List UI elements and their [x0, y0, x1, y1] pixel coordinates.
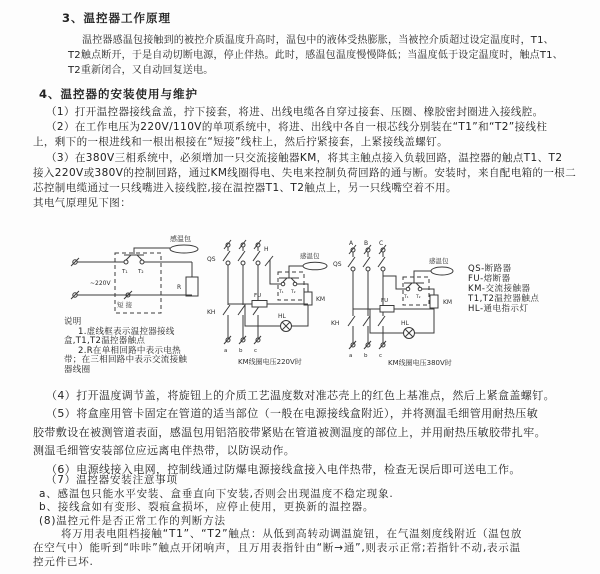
phase-B-label: B	[364, 240, 369, 247]
fu-label: FU	[254, 293, 262, 299]
phase-columns	[223, 240, 261, 344]
section3-heading: 3、温控器工作原理	[62, 11, 172, 25]
contact-t1	[124, 260, 128, 264]
contact-blade	[408, 283, 412, 287]
hl-label: HL	[278, 313, 286, 320]
text-line: 控元件已坏.	[33, 555, 94, 568]
km-coil	[304, 292, 312, 305]
bulb-label: 感温包	[300, 252, 320, 260]
qs-label: QS	[333, 261, 342, 268]
phase-b-label: b	[364, 353, 368, 359]
legend-line: KM-交流接触器	[468, 284, 531, 294]
text-line: 在空气中）能听到“咔咔”触点开闭响声，且万用表指针由“断→通”,则表示正常;若指针不动,表示温	[33, 541, 521, 554]
figure-legend	[468, 264, 539, 314]
text-line: 将万用表电阻档接触“T1”、“T2”触点：从低到高转动调温旋钮，在气温刻度线附近（温包放	[61, 528, 523, 541]
km-label: KM	[316, 296, 326, 303]
t2-label: T₂	[138, 269, 144, 275]
km-label: KM	[443, 299, 453, 306]
diagram-caption: KM线圈电压380V时	[388, 359, 452, 367]
kh-label: KH	[207, 309, 216, 316]
km-coil	[430, 295, 438, 308]
h-blade	[265, 256, 273, 266]
sensor-bulb	[170, 245, 198, 253]
qs-label: QS	[207, 256, 216, 263]
t1-label: T₁	[279, 290, 284, 295]
t2-label: T₂	[291, 290, 296, 295]
sensor-bulb	[431, 267, 453, 275]
note-line: 器线圈	[64, 364, 91, 375]
fuse	[380, 306, 394, 313]
phase-a-label: a	[349, 353, 353, 359]
h-label: H	[264, 246, 269, 253]
phase-A-label: A	[349, 240, 354, 247]
text-line: 温控器感温包接触到的被控介质温度升高时，温包中的液体受热膨胀，当被控介质超过设定温度时，T1、	[82, 35, 554, 46]
fu-label: FU	[381, 298, 389, 304]
legend-line: T1,T2温控器触点	[468, 294, 540, 304]
t1-label: T₁	[122, 269, 128, 275]
contact-blade	[137, 255, 142, 260]
section3-paragraph	[68, 33, 563, 78]
heater-resistor	[186, 277, 198, 296]
contact-blade	[283, 278, 287, 282]
wire	[370, 309, 403, 333]
phase-c-label: c	[379, 353, 383, 359]
contact-t2	[293, 282, 297, 286]
section4-items-7-8	[33, 474, 522, 569]
section4-items-1-3	[33, 105, 576, 211]
bulb-label: 感温包	[429, 257, 449, 265]
contact-t2	[418, 287, 422, 291]
text-line: (8)温控元件是否正常工作的判断方法	[39, 514, 226, 527]
text-line: 上，剩下的一根进线和一根出根接在“短接”线柱上，然后拧紧接套，上紧接线盖螺钉。	[33, 136, 448, 149]
contact-t2	[140, 260, 144, 264]
wire	[292, 305, 309, 326]
fuse	[252, 301, 267, 308]
note-line: 盒,T1,T2温控器触点	[64, 336, 146, 347]
text-line: T2触点断开，于是自动切断电源，停止伴热。此时，感温包温度慢慢降低；当温度低于设定温度时，触点T1、	[68, 50, 563, 61]
phase-c-label: c	[254, 348, 258, 354]
text-line: 芯控制电缆通过一只线嘴进入接线腔,接在温控器T1、T2触点上，另一只线嘴空着不用。	[33, 182, 457, 195]
contact-blade	[416, 283, 420, 287]
section4-heading: 4、温控器的安装使用与维护	[39, 87, 199, 101]
capillary-wire	[414, 271, 431, 283]
phase-C-label: C	[379, 240, 384, 247]
text-line: 胶带敷设在被测管道表面，感温包用铝箔胶带紧贴在管道被测温度的部位上，并用耐热压敏胶带扎牢。	[33, 425, 546, 439]
text-line: （5）将盒座用管卡固定在管道的适当部位（一般在电源接线盒附近），并将测温毛细管用耐热压敏	[46, 407, 539, 421]
contact-t1	[406, 287, 410, 291]
text-line: （2）在工作电压为220V/110V的单项系统中，将进、出线中各自一根芯线分别装在“T1”和“T2”接线柱	[46, 121, 548, 134]
text-line: 测温毛细管安装部位应远离电伴热带，以防误动作。	[33, 444, 296, 458]
text-line: T2重新闭合，又自动回复送电。	[68, 65, 214, 76]
text-line: （3）在380V三相系统中，必须增加一只交流接触器KM，将其主触点接入负载回路，温控器的触点T1、T2	[46, 151, 563, 164]
text-line: （7）温控器安装注意事项	[46, 474, 178, 486]
text-line: b、接线盒如有变形、裂痕盒损坏，应停止使用，更换新的温控器。	[39, 501, 375, 514]
legend-line: QS-断路器	[468, 264, 512, 274]
text-line: a、感温包只能水平安装、盒垂直向下安装,否则会出现温度不稳定现象.	[39, 487, 394, 500]
section4-items-4-6	[33, 387, 555, 479]
wire	[415, 308, 435, 333]
figure-notes	[64, 318, 187, 376]
bulb-label: 感温包	[170, 235, 191, 243]
note-line: 带；在三相回路中表示交流接触	[64, 355, 188, 366]
short-label: 短 接	[117, 301, 133, 309]
legend-line: FU-熔断器	[468, 274, 511, 284]
text-line: （1）打开温控器接线盒盖，拧下接套，将进、出线电缆各自穿过接套、压圈、橡胶密封圈进入接线腔。	[46, 106, 544, 118]
contact-blade	[126, 255, 131, 260]
t2-label: T₂	[416, 295, 421, 300]
hl-label: HL	[401, 320, 409, 327]
note-line: 1.虚线框表示温控器接线	[78, 326, 175, 337]
sensor-bulb	[303, 262, 327, 270]
text-line: 其电气原理见下图：	[33, 197, 132, 210]
kh-label: KH	[331, 320, 340, 327]
text-line: 接入220V或380V的控制回路，通过KM线圈得电、失电来控制负荷回路的通与断。安装时，来自配电箱的一根二	[33, 166, 577, 179]
note-line: 2.R在单相回路中表示电热	[78, 345, 181, 356]
legend-line: HL-通电指示灯	[468, 304, 529, 314]
wire	[297, 284, 308, 292]
voltage-label: ~220V	[90, 280, 111, 287]
text-line: （4）打开温度调节盖，将旋钮上的介质工艺温度数对准芯壳上的红色上基准点，然后上紧盒盖螺钉。	[46, 389, 555, 402]
note-line: 说明	[64, 317, 82, 327]
contact-t1	[281, 282, 285, 286]
phase-a-label: a	[224, 348, 228, 354]
diagram-caption: KM线圈电压220V时	[238, 358, 302, 366]
contact-blade	[291, 278, 295, 282]
wire	[422, 289, 434, 295]
r-label: R	[177, 284, 182, 291]
phase-b-label: b	[239, 348, 243, 354]
circuit-diagram-km-220v	[205, 238, 333, 372]
text-line: （6）电源线接入电网，控制线通过防爆电源接线盒接入电伴热带，检查无误后即可送电工作。	[46, 462, 521, 476]
t1-label: T₁	[404, 295, 409, 300]
